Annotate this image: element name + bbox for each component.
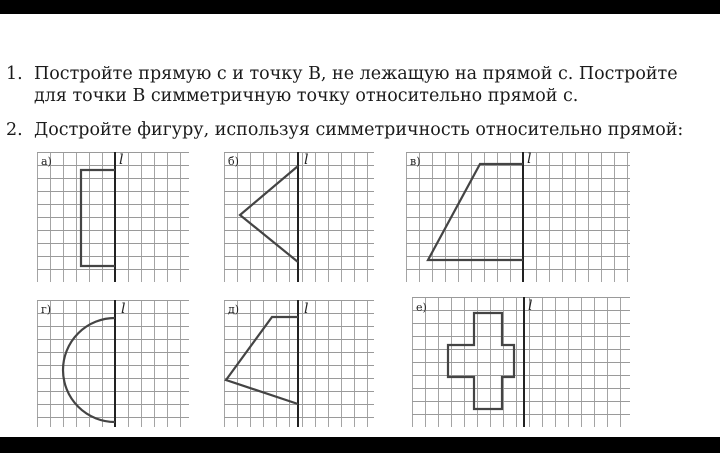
figure-g [37, 300, 189, 427]
grid-lines [406, 152, 630, 282]
line-name: l [528, 298, 533, 314]
line-name: l [119, 152, 124, 168]
figure-e [412, 297, 630, 427]
figure-v [406, 152, 630, 282]
task-1-line-2: для точки В симметричную точку относительно прямой с. [34, 86, 579, 106]
task-2-line-1: Достройте фигуру, используя симметричность относительно прямой: [34, 120, 684, 140]
grid-figure-a [37, 152, 189, 282]
bottom-black-bar [0, 437, 720, 453]
figure-label: г) [41, 303, 52, 316]
figure-shape [448, 313, 514, 409]
grid-lines [37, 152, 189, 282]
grid-figure-e [412, 297, 630, 427]
grid-lines [412, 297, 630, 427]
task-2-number: 2. [6, 120, 23, 140]
figure-d [224, 300, 374, 427]
task-1-number: 1. [6, 64, 23, 84]
line-name: l [304, 301, 309, 317]
grid-figure-d [224, 300, 374, 427]
line-name: l [527, 152, 532, 167]
line-name: l [121, 301, 126, 317]
line-name: l [304, 152, 309, 168]
figure-label: а) [41, 155, 52, 168]
figure-label: е) [416, 301, 427, 314]
figure-label: д) [228, 303, 240, 316]
grid-figure-g [37, 300, 189, 427]
task-2 [6, 119, 718, 141]
figure-label: б) [228, 155, 239, 168]
grid-figure-b [224, 152, 374, 282]
figure-half-shape [81, 170, 115, 266]
task-1-line-1: Постройте прямую с и точку В, не лежащую на прямой с. Постройте [34, 64, 678, 84]
task-1 [6, 63, 718, 107]
figure-a [37, 152, 189, 282]
grid-figure-v [406, 152, 630, 282]
figure-half-shape [63, 318, 115, 422]
top-black-bar [0, 0, 720, 14]
figure-label: в) [410, 155, 421, 168]
figure-half-shape [226, 317, 298, 404]
figure-b [224, 152, 374, 282]
